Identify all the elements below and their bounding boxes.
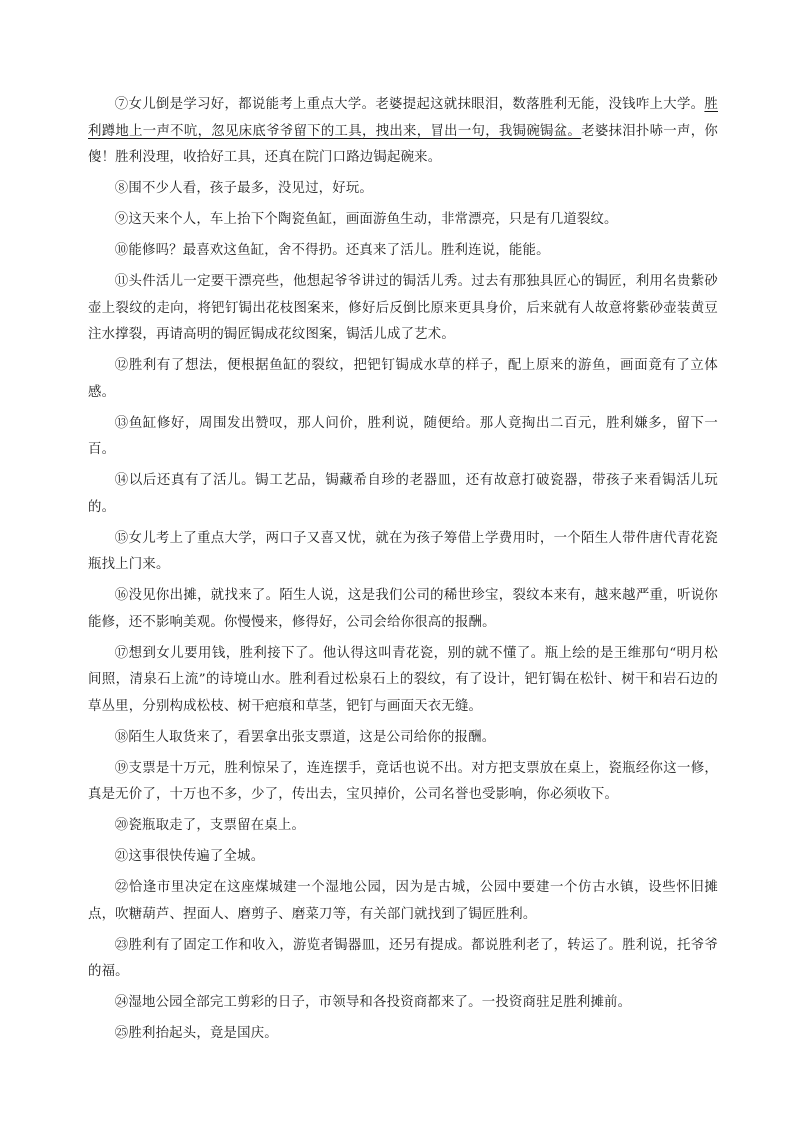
story-body <box>88 92 718 1052</box>
paragraph-7-underlined-text: 胜利蹲地上一声不吭，忽见床底爷爷留下的工具，拽出来，冒出一句，我锔碗锔盆。 <box>88 97 718 139</box>
paragraph-13: ⑬鱼缸修好，周围发出赞叹，那人问价，胜利说，随便给。那人竟掏出二百元，胜利嫌多，留下一百。 <box>88 415 718 457</box>
paragraph-25: ㉕胜利抬起头，竟是国庆。 <box>114 1026 278 1041</box>
paragraph-9: ⑨这天来个人，车上抬下个陶瓷鱼缸，画面游鱼生动，非常漂亮，只是有几道裂纹。 <box>114 212 618 227</box>
paragraph-10: ⑩能修吗？最喜欢这鱼缸，舍不得扔。还真来了活儿。胜利连说，能能。 <box>114 243 550 258</box>
paragraph-7-text: ⑦女儿倒是学习好，都说能考上重点大学。老婆提起这就抹眼泪，数落胜利无能，没钱咋上大学。 <box>114 97 705 112</box>
paragraph-22: ㉒恰逢市里决定在这座煤城建一个湿地公园，因为是古城，公园中要建一个仿古水镇，设些怀旧摊点，吹糖葫芦、捏面人、磨剪子、磨菜刀等，有关部门就找到了锔匠胜利。 <box>88 880 718 922</box>
paragraph-18: ⑱陌生人取货来了，看罢拿出张支票道，这是公司给你的报酬。 <box>114 729 496 745</box>
paragraph-8: ⑧围不少人看，孩子最多，没见过，好玩。 <box>114 181 374 196</box>
paragraph-21: ㉑这事很快传遍了全城。 <box>114 849 265 864</box>
paragraph-15: ⑮女儿考上了重点大学，两口子又喜又忧，就在为孩子筹借上学费用时，一个陌生人带件唐代青花瓷瓶找上门来。 <box>88 530 718 572</box>
paragraph-7 <box>88 92 718 172</box>
paragraph-24: ㉔湿地公园全部完工剪彩的日子，市领导和各投资商都来了。一投资商驻足胜利摊前。 <box>114 995 632 1010</box>
paragraph-19: ⑲支票是十万元，胜利惊呆了，连连摆手，竟话也说不出。对方把支票放在桌上，瓷瓶经你这一修，真是无价了，十万也不多，少了，传出去，宝贝掉价，公司名誉也受影响，你必须收下。 <box>88 760 718 802</box>
paragraph-16: ⑯没见你出摊，就找来了。陌生人说，这是我们公司的稀世珍宝，裂纹本来有，越来越严重，听说你能修，还不影响美观。你慢慢来，修得好，公司会给你很高的报酬。 <box>88 588 718 630</box>
paragraph-23: ㉓胜利有了固定工作和收入，游览者锔器皿，还另有提成。都说胜利老了，转运了。胜利说，托爷爷的福。 <box>88 937 718 979</box>
paragraph-7-text-end: 老婆抹泪扑哧一声，你傻！胜利没理，收拾好工具，还真在院门口路边锔起碗来。 <box>88 123 718 165</box>
paragraph-12: ⑫胜利有了想法，便根据鱼缸的裂纹，把钯钉锔成水草的样子，配上原来的游鱼，画面竟有了立体感。 <box>88 358 718 400</box>
paragraph-17: ⑰想到女儿要用钱，胜利接下了。他认得这叫青花瓷，别的就不懂了。瓶上绘的是王维那句“明月松间照，清泉石上流”的诗境山水。胜利看过松泉石上的裂纹，有了设计，钯钉锔在松针、树干和岩石边的草丛里，分别构成松枝、树干疤痕和草茎，钯钉与画面天衣无缝。 <box>88 645 718 714</box>
paragraph-11: ⑪头件活儿一定要干漂亮些，他想起爷爷讲过的锔活儿秀。过去有那独具匠心的锔匠，利用名贵紫砂壶上裂纹的走向，将钯钉锔出花枝图案来，修好后反倒比原来更具身价，后来就有人故意将紫砂壶装黄豆注水撑裂，再请高明的锔匠锔成花纹图案，锔活儿成了艺术。 <box>88 274 718 342</box>
paragraph-20: ⑳瓷瓶取走了，支票留在桌上。 <box>114 818 306 833</box>
paragraph-14: ⑭以后还真有了活儿。锔工艺品，锔藏希自珍的老器皿，还有故意打破瓷器，带孩子来看锔活儿玩的。 <box>88 473 718 515</box>
